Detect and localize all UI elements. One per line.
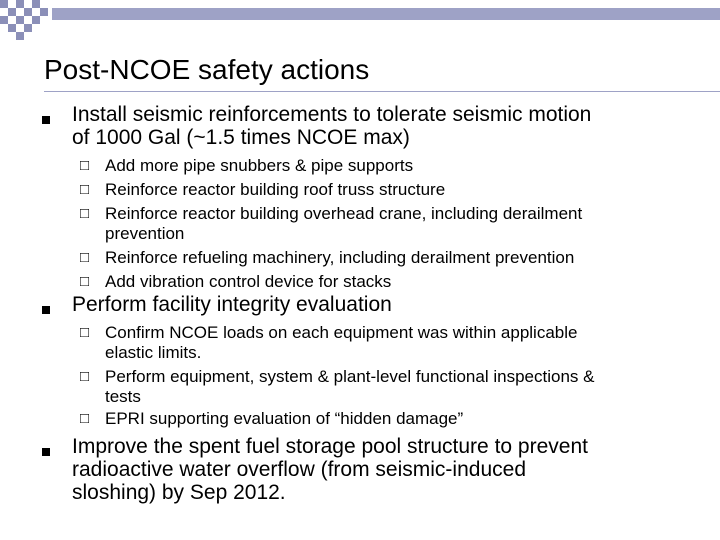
- sub-bullet-text-line: EPRI supporting evaluation of “hidden damage”: [105, 409, 464, 428]
- sub-bullet-text-line: Add vibration control device for stacks: [105, 272, 392, 291]
- sub-bullet-box-icon: □: [80, 157, 90, 174]
- sub-bullet-text-line: prevention: [105, 224, 185, 243]
- bullet-square-icon: [42, 448, 50, 456]
- sub-bullet-text-line: Confirm NCOE loads on each equipment was within applicable: [105, 323, 578, 342]
- sub-bullet-text-line: elastic limits.: [105, 343, 202, 362]
- sub-bullet-box-icon: □: [80, 368, 90, 385]
- sub-bullet-box-icon: □: [80, 410, 90, 427]
- slide-title: Post-NCOE safety actions: [44, 54, 370, 85]
- sub-bullet-text-line: Reinforce reactor building roof truss structure: [105, 180, 446, 199]
- bullet-text-line: of 1000 Gal (~1.5 times NCOE max): [72, 126, 410, 149]
- top-accent-bar: [52, 8, 720, 20]
- decorative-checker-pattern: [0, 0, 52, 40]
- sub-bullet-text-line: Reinforce reactor building overhead crane, including derailment: [105, 204, 583, 223]
- sub-bullet-box-icon: □: [80, 324, 90, 341]
- sub-bullet-text-line: Add more pipe snubbers & pipe supports: [105, 156, 414, 175]
- title-underline: [44, 91, 720, 92]
- sub-bullet-text-line: tests: [105, 387, 141, 406]
- bullet-text-line: radioactive water overflow (from seismic-induced: [72, 458, 526, 481]
- bullet-text-line: Install seismic reinforcements to tolerate seismic motion: [72, 103, 592, 126]
- bullet-text-line: Improve the spent fuel storage pool structure to prevent: [72, 435, 588, 458]
- sub-bullet-text-line: Perform equipment, system & plant-level functional inspections &: [105, 367, 595, 386]
- sub-bullet-box-icon: □: [80, 181, 90, 198]
- sub-bullet-box-icon: □: [80, 249, 90, 266]
- bullet-square-icon: [42, 306, 50, 314]
- sub-bullet-box-icon: □: [80, 205, 90, 222]
- bullet-square-icon: [42, 116, 50, 124]
- bullet-text-line: Perform facility integrity evaluation: [72, 293, 392, 316]
- sub-bullet-box-icon: □: [80, 273, 90, 290]
- bullet-text-line: sloshing) by Sep 2012.: [72, 481, 286, 504]
- sub-bullet-text-line: Reinforce refueling machinery, including derailment prevention: [105, 248, 575, 267]
